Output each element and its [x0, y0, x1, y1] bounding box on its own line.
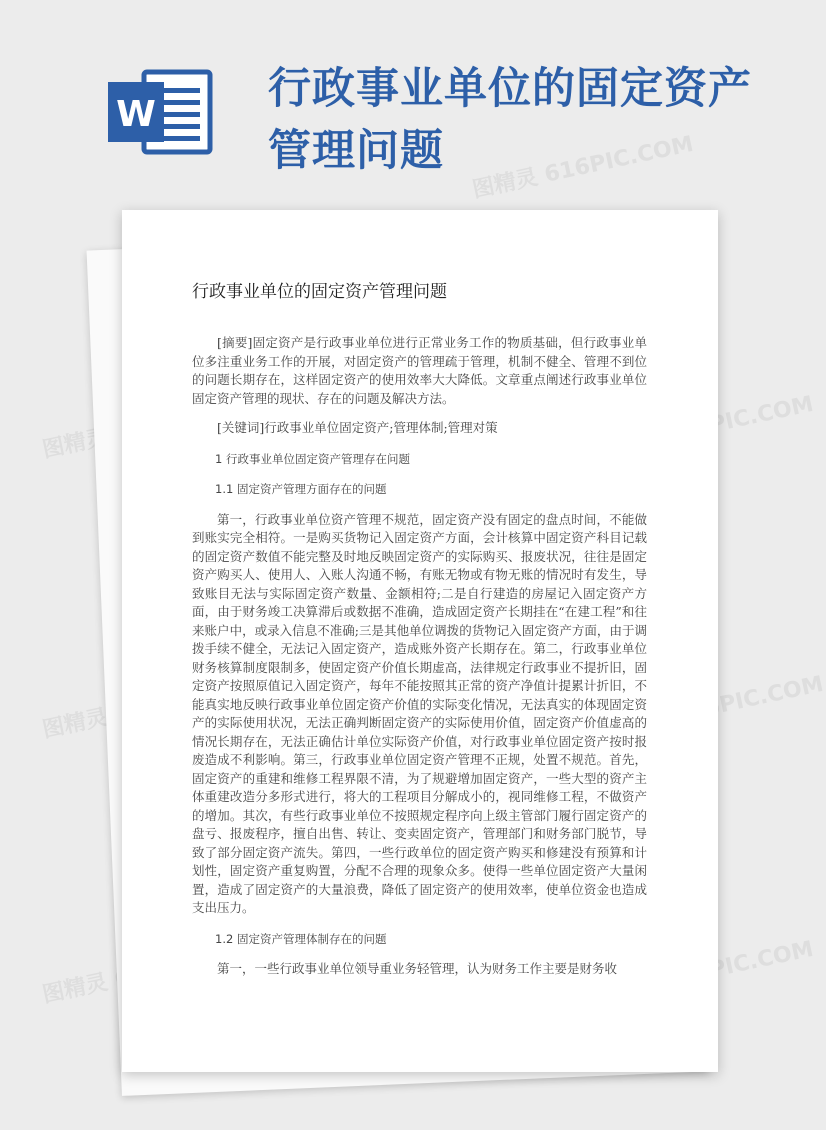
section-heading-1: 1 行政事业单位固定资产管理存在问题	[215, 451, 410, 466]
document-body	[192, 280, 647, 979]
watermark: 图精灵 616PIC.COM	[470, 131, 696, 204]
body-paragraph: 第一，一些行政事业单位领导重业务轻管理，认为财务工作主要是财务收	[217, 961, 618, 976]
watermark: 图精灵	[40, 704, 111, 744]
watermark: 616PIC.COM	[662, 936, 816, 993]
keywords-paragraph: [关键词]行政事业单位固定资产;管理体制;管理对策	[217, 420, 498, 435]
watermark: 616PIC.COM	[662, 391, 816, 448]
section-heading-1-2: 1.2 固定资产管理体制存在的问题	[215, 931, 387, 946]
body-paragraph: 第一，行政事业单位资产管理不规范，固定资产没有固定的盘点时间，不能做到账实完全相符。一是购买货物记入固定资产方面，会计核算中固定资产科目记载的固定资产数值不能完整及时地反映固定资产的实际购买、报废状况，往往是固定资产购买人、使用人、入账人沟通不畅，有账无物或有物无账的情况时有发生，导致账目无法与实际固定资产数量、金额相符;二是自行建造的房屋记入固定资产方面，由于财务竣工决算滞后或数据不准确，造成固定资产长期挂在“在建工程”和往来账户中，或录入信息不准确;三是其他单位调拨的货物记入固定资产方面，由于调拨手续不健全，无法记入固定资产，造成账外资产长期存在。第二，行政事业单位财务核算制度限制多，使固定资产价值长期虚高，法律规定行政事业不提折旧，固定资产按照原值记入固定资产，每年不能按照其正常的资产净值计提累计折旧，不能真实地反映行政事业单位固定资产价值的实际变化情况，无法真实的体现固定资产的实际使用状况，无法正确判断固定资产的实际使用价值，固定资产价值虚高的情况长期存在，无法正确估计单位实际资产价值，对行政事业单位固定资产按时报废造成不利影响。第三，行政事业单位固定资产管理不正规，处置不规范。首先，固定资产的重建和维修工程界限不清，为了规避增加固定资产，一些大型的资产主体重建改造分多形式进行，将大的工程项目分解成小的，视同维修工程，不做资产的增加。其次，有些行政事业单位不按照规定程序向上级主管部门履行固定资产的盘亏、报废程序，擅自出售、转让、变卖固定资产，管理部门和财务部门脱节，导致了部分固定资产流失。第四，一些行政单位的固定资产购买和修建没有预算和计划性，固定资产重复购置，分配不合理的现象众多。使得一些单位固定资产大量闲置，造成了固定资产的大量浪费，降低了固定资产的使用效率，使单位资金也造成支出压力。	[192, 511, 647, 915]
section-heading-1-1: 1.1 固定资产管理方面存在的问题	[215, 482, 387, 496]
document-page	[122, 210, 718, 1072]
abstract-paragraph: [摘要]固定资产是行政事业单位进行正常业务工作的物质基础，但行政事业单位多注重业务工作的开展，对固定资产的管理疏于管理，机制不健全、管理不到位的问题长期存在，这样固定资产的使用效率大大降低。文章重点阐述行政事业单位固定资产管理的现状、存在的问题及解决方法。	[192, 335, 647, 406]
watermark: 616PIC.COM	[672, 671, 826, 728]
logo-letter: W	[116, 94, 156, 135]
watermark: 图精灵	[40, 424, 111, 464]
watermark: 图精灵	[40, 969, 111, 1009]
word-document-icon	[108, 68, 216, 156]
document-heading: 行政事业单位的固定资产管理问题	[192, 282, 447, 302]
page-title: 行政事业单位的固定资产管理问题	[268, 64, 752, 176]
